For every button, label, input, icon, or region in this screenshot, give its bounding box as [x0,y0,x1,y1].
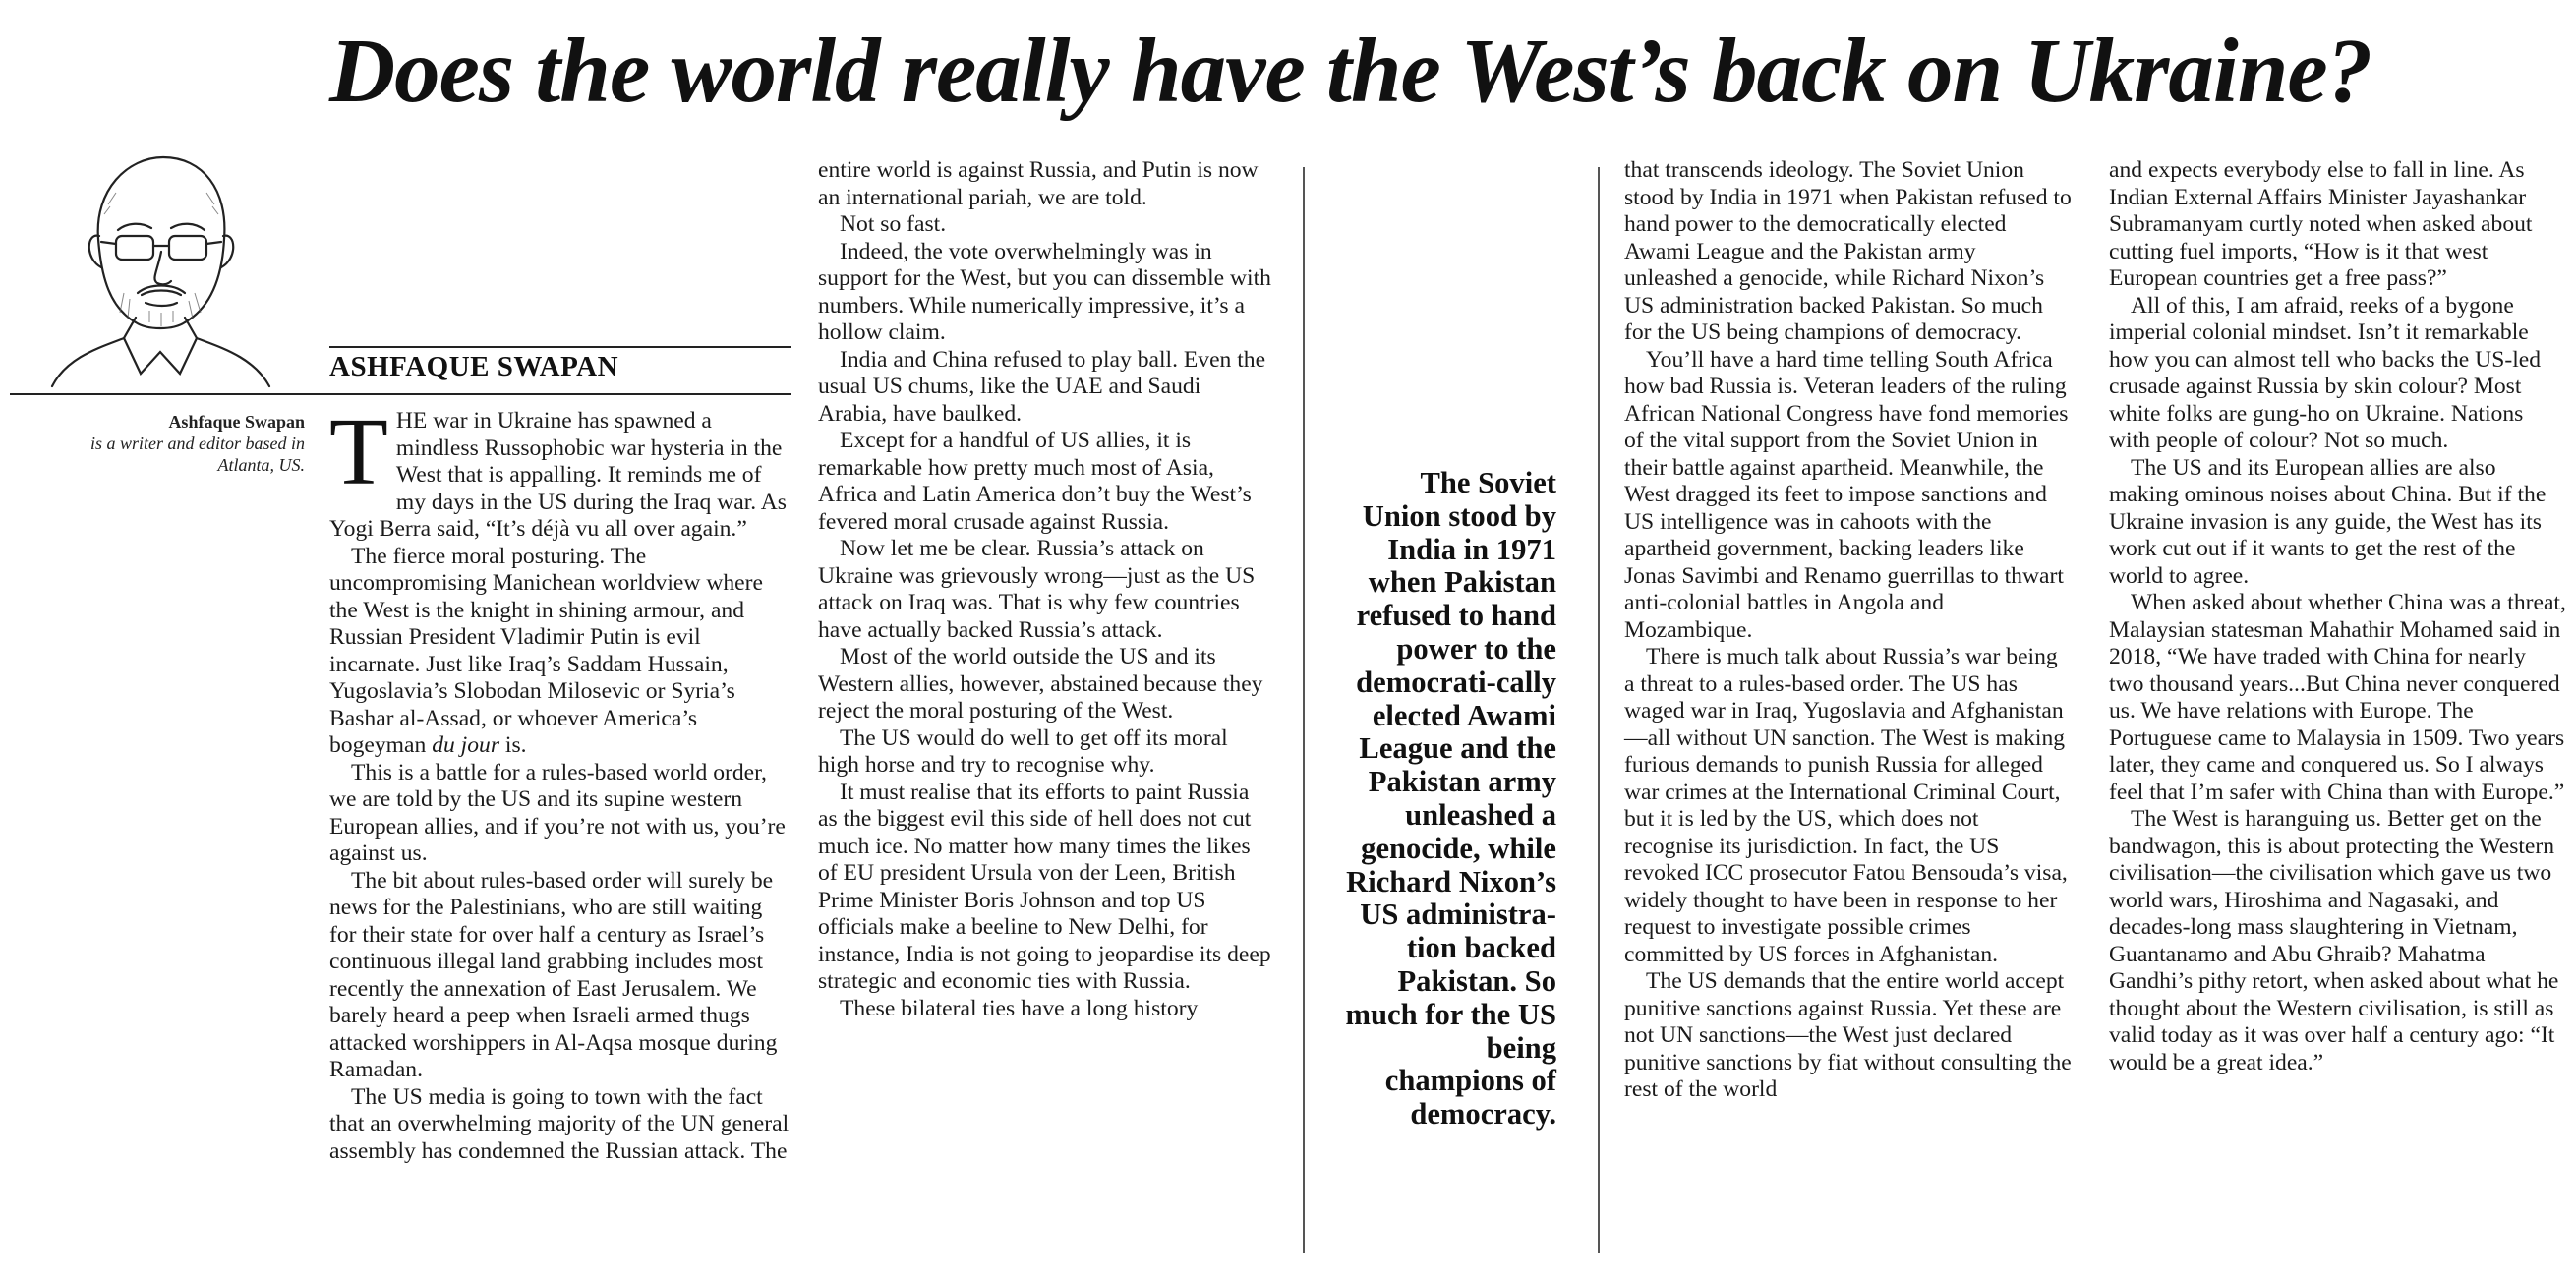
paragraph: All of this, I am afraid, reeks of a bygone imperial colonial mindset. Isn’t it remarkable how you can almost tell who backs the US-led crusade against Russia by skin colour? Most white folks are gung-ho on Ukraine. Nations with people of colour? Not so much. [2109,292,2542,453]
paragraph: This is a battle for a rules-based world order, we are told by the US and its supine western European allies, and if you’re not with us, you’re against us. [329,759,786,866]
paragraph: THE war in Ukraine has spawned a mindless Russophobic war hysteria in the West that is appalling. It reminds me of my days in the US during the Iraq war. As Yogi Berra said, “It’s déjà vu all over again.” [329,399,787,542]
author-rule [329,346,791,348]
author-bio [59,411,305,476]
author-portrait [47,145,273,389]
paragraph: When asked about whether China was a threat, Malaysian statesman Mahathir Mohamed said in 2018, “We have traded with China for nearly two thousand years...But China never conquered us. We have relations with Europe. The Portuguese came to Malaysia in 1509. Two years later, they came and conquered us. So I always feel that I’m safer with China than with Europe.” [2109,590,2566,805]
article-column-1 [329,399,790,1165]
article-column-4 [2109,157,2566,1076]
drop-cap: T [329,399,388,505]
paragraph: The US media is going to town with the fact that an overwhelming majority of the UN general assembly has condemned the Russian attack. The [329,1083,790,1164]
paragraph: The US demands that the entire world accept punitive sanctions against Russia. Yet these are not UN sanctions—the West just declared punitive sanctions by fiat without consulting the rest of the world [1624,968,2072,1102]
paragraph: It must realise that its efforts to paint Russia as the biggest evil this side of hell does not cut much ice. No matter how many times the likes of EU president Ursula von der Leen, British Prime Minister Boris Johnson and top US officials make a beeline to New Delhi, for instance, India is not going to jeopardise its deep strategic and economic ties with Russia. [818,779,1271,994]
pull-quote: The Soviet Union stood by India in 1971 when Pakistan refused to hand power to the democrati-cally elected Awami League and the Pakistan army unleashed a genocide, while Richard Nixon’s US administra-tion backed Pakistan. So much for the US being champions of democracy. [1345,466,1556,1131]
paragraph: Not so fast. [840,211,947,237]
paragraph: There is much talk about Russia’s war being a threat to a rules-based order. The US has waged war in Iraq, Yugoslavia and Afghanistan—all without UN sanction. The West is making furious demands to punish Russia for alleged war crimes at the International Criminal Court, but it is led by the US, which does not recognise its jurisdiction. In fact, the US revoked ICC prosecutor Fatou Bensouda’s visa, widely thought to have been in response to her request to investigate possible crimes committed by US forces in Afghanistan. [1624,644,2068,967]
bio-description: is a writer and editor based in Atlanta, US. [89,434,305,475]
paragraph: and expects everybody else to fall in line. As Indian External Affairs Minister Jayashankar Subramanyam curtly noted when asked about cutting fuel imports, “How is it that west European countries get a free pass?” [2109,157,2533,291]
paragraph: Except for a handful of US allies, it is remarkable how pretty much most of Asia, Africa and Latin America don’t buy the West’s fevered moral crusade against Russia. [818,428,1252,535]
paragraph: The bit about rules-based order will surely be news for the Palestinians, who are still waiting for their state for over half a century as Israel’s continuous illegal land grabbing includes most recently the annexation of East Jerusalem. We barely heard a peep when Israeli armed thugs attacked worshippers in Al-Aqsa mosque during Ramadan. [329,867,778,1082]
paragraph: that transcends ideology. The Soviet Union stood by India in 1971 when Pakistan refused to hand power to the democratically elected Awami League and the Pakistan army unleashed a genocide, while Richard Nixon’s US administration backed Pakistan. So much for the US being champions of democracy. [1624,157,2072,345]
bio-rule [10,393,791,395]
column-divider-left [1303,167,1305,1253]
headline: Does the world really have the West’s back on Ukraine? [329,21,2372,122]
paragraph: Now let me be clear. Russia’s attack on Ukraine was grievously wrong—just as the US attack on Iraq was. That is why few countries have actually backed Russia’s attack. [818,536,1256,643]
article-column-3 [1624,157,2072,1104]
article-column-2 [818,157,1272,1022]
paragraph: The US would do well to get off its moral high horse and try to recognise why. [818,725,1228,778]
paragraph: The West is haranguing us. Better get on the bandwagon, this is about protecting the Western civilisation—the civilisation which gave us two world wars, Hiroshima and Nagasaki, and decades-long mass slaughtering in Vietnam, Guantanamo and Abu Ghraib? Mahatma Gandhi’s pithy retort, when asked about what he thought about the Western civilisation, is still as valid today as it was over half a century ago: “It would be a great idea.” [2109,806,2559,1075]
paragraph: entire world is against Russia, and Putin is now an international pariah, we are told. [818,157,1259,210]
paragraph: You’ll have a hard time telling South Africa how bad Russia is. Veteran leaders of the ruling African National Congress have fond memories of the vital support from the Soviet Union in their battle against apartheid. Meanwhile, the West dragged its feet to impose sanctions and US intelligence was in cahoots with the apartheid government, backing leaders like Jonas Savimbi and Renamo guerrillas to thwart anti-colonial battles in Angola and Mozambique. [1624,346,2069,643]
paragraph: Most of the world outside the US and its Western allies, however, abstained because they reject the moral posturing of the West. [818,644,1263,724]
paragraph: India and China refused to play ball. Even the usual US chums, like the UAE and Saudi Arabia, have baulked. [818,346,1266,427]
author-byline: ASHFAQUE SWAPAN [329,351,619,382]
column-divider-right [1598,167,1600,1253]
paragraph: The US and its European allies are also making ominous noises about China. But if the Ukraine invasion is any guide, the West has its work cut out if it wants to get the rest of the world to agree. [2109,454,2547,589]
paragraph: Indeed, the vote overwhelmingly was in support for the West, but you can dissemble with numbers. While numerically impressive, it’s a hollow claim. [818,238,1271,345]
bio-name: Ashfaque Swapan [168,412,305,432]
paragraph: These bilateral ties have a long history [840,995,1199,1021]
paragraph: The fierce moral posturing. The uncompromising Manichean worldview where the West is the knight in shining armour, and Russian President Vladimir Putin is evil incarnate. Just like Iraq’s Saddam Hussain, Yugoslavia’s Slobodan Milosevic or Syria’s Bashar al-Assad, or whoever America’s bogeyman du jour is. [329,543,763,758]
